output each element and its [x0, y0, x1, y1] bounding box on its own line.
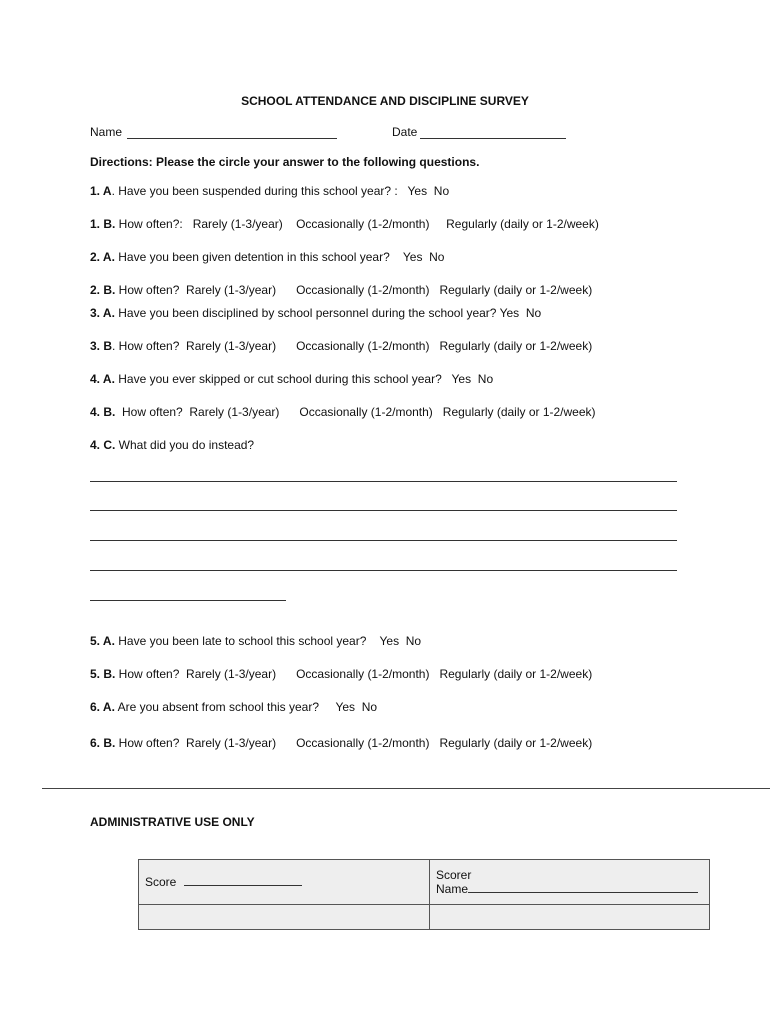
question-number: 3. A.: [90, 306, 115, 320]
question-number: 6. A.: [90, 700, 115, 714]
question-number: 5. A.: [90, 634, 115, 648]
score-cell[interactable]: [139, 860, 430, 905]
scorer-entry-cell[interactable]: [430, 905, 710, 930]
question-3b[interactable]: [90, 339, 592, 353]
question-6a[interactable]: [90, 700, 377, 714]
question-4c: [90, 438, 254, 452]
question-text: How often?: Rarely (1-3/year) Occasionally (1-2/month) Regularly (daily or 1-2/week): [115, 217, 599, 231]
directions: Directions: Please the circle your answer to the following questions.: [90, 155, 480, 169]
question-text: Are you absent from school this year? Yes No: [114, 700, 378, 714]
page-title: SCHOOL ATTENDANCE AND DISCIPLINE SURVEY: [241, 94, 529, 108]
answer-line[interactable]: [90, 510, 677, 511]
question-3a[interactable]: [90, 306, 541, 320]
question-1b[interactable]: [90, 217, 599, 231]
scorer-label: Scorer: [436, 868, 472, 882]
question-2a[interactable]: [90, 250, 444, 264]
question-number: 1. A: [90, 184, 112, 198]
name-label: Name: [90, 125, 123, 139]
scorer-name-label: Name: [436, 882, 469, 896]
question-5a[interactable]: [90, 634, 421, 648]
question-number: 5. B.: [90, 667, 116, 681]
question-number: 2. A.: [90, 250, 115, 264]
question-text: Have you been given detention in this school year? Yes No: [114, 250, 445, 264]
question-text: Have you ever skipped or cut school during this school year? Yes No: [114, 372, 494, 386]
question-number: 2. B.: [90, 283, 116, 297]
question-4b[interactable]: [90, 405, 596, 419]
question-text: Have you been late to school this school year? Yes No: [114, 634, 422, 648]
question-number: 3. B: [90, 339, 113, 353]
answer-line[interactable]: [90, 540, 677, 541]
question-2b[interactable]: [90, 283, 592, 297]
question-text: How often? Rarely (1-3/year) Occasionally (1-2/month) Regularly (daily or 1-2/week): [115, 405, 596, 419]
admin-heading: ADMINISTRATIVE USE ONLY: [90, 815, 255, 829]
question-4a[interactable]: [90, 372, 493, 386]
score-label: Score: [145, 875, 177, 889]
question-1a[interactable]: [90, 184, 449, 198]
question-number: 6. B.: [90, 736, 116, 750]
date-field[interactable]: [420, 138, 566, 139]
question-number: 4. B.: [90, 405, 116, 419]
score-entry-cell[interactable]: [139, 905, 430, 930]
admin-table: [138, 859, 710, 930]
question-text: How often? Rarely (1-3/year) Occasionally (1-2/month) Regularly (daily or 1-2/week): [115, 736, 593, 750]
question-text: . How often? Rarely (1-3/year) Occasionally (1-2/month) Regularly (daily or 1-2/week): [112, 339, 593, 353]
score-field[interactable]: [184, 875, 302, 886]
name-field[interactable]: [127, 138, 337, 139]
question-5b[interactable]: [90, 667, 592, 681]
date-label: Date: [392, 125, 418, 139]
question-text: How often? Rarely (1-3/year) Occasionally (1-2/month) Regularly (daily or 1-2/week): [115, 283, 593, 297]
scorer-name-field[interactable]: [468, 882, 698, 893]
scorer-name-cell[interactable]: [430, 860, 710, 905]
question-6b[interactable]: [90, 736, 592, 750]
question-text: . Have you been suspended during this school year? : Yes No: [111, 184, 450, 198]
question-text: What did you do instead?: [115, 438, 255, 452]
question-number: 1. B.: [90, 217, 116, 231]
question-number: 4. C.: [90, 438, 116, 452]
question-text: How often? Rarely (1-3/year) Occasionally (1-2/month) Regularly (daily or 1-2/week): [115, 667, 593, 681]
answer-line[interactable]: [90, 600, 286, 601]
question-text: Have you been disciplined by school personnel during the school year? Yes No: [114, 306, 542, 320]
answer-line[interactable]: [90, 481, 677, 482]
section-divider: [42, 788, 770, 789]
question-number: 4. A.: [90, 372, 115, 386]
answer-line[interactable]: [90, 570, 677, 571]
